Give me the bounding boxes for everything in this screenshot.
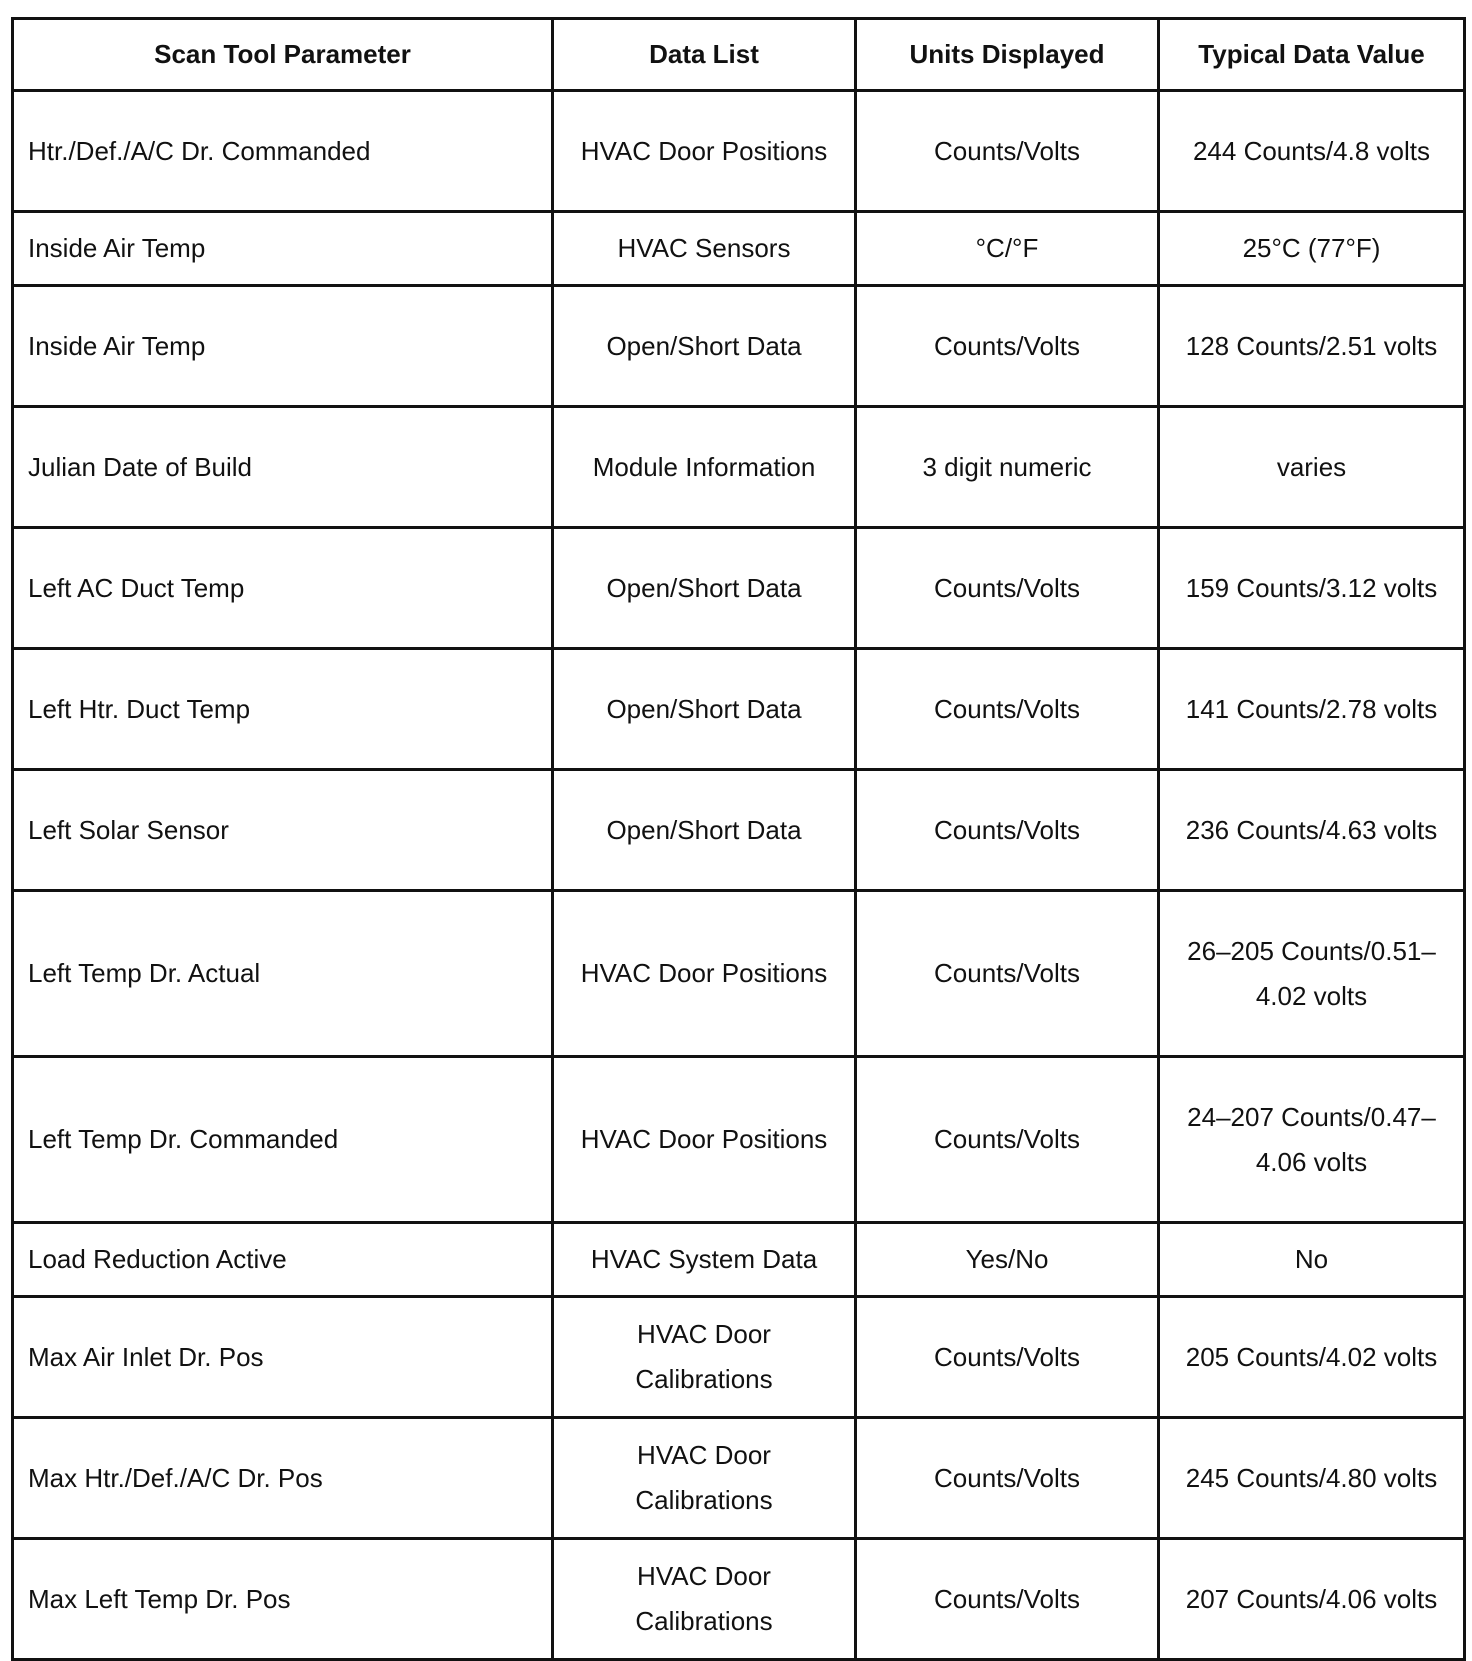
header-units-displayed: Units Displayed xyxy=(856,19,1159,91)
cell-typical-value: 207 Counts/4.06 volts xyxy=(1159,1539,1465,1660)
cell-parameter: Htr./Def./A/C Dr. Commanded xyxy=(13,91,553,212)
cell-parameter: Load Reduction Active xyxy=(13,1223,553,1297)
cell-parameter: Left Htr. Duct Temp xyxy=(13,649,553,770)
cell-units: Counts/Volts xyxy=(856,528,1159,649)
cell-parameter: Left AC Duct Temp xyxy=(13,528,553,649)
cell-typical-value: 236 Counts/4.63 volts xyxy=(1159,770,1465,891)
header-data-list: Data List xyxy=(553,19,856,91)
cell-typical-value: 128 Counts/2.51 volts xyxy=(1159,286,1465,407)
cell-typical-value: 26–205 Counts/0.51–4.02 volts xyxy=(1159,891,1465,1057)
cell-data-list: Open/Short Data xyxy=(553,649,856,770)
cell-parameter: Julian Date of Build xyxy=(13,407,553,528)
cell-data-list: HVAC Door Calibrations xyxy=(553,1539,856,1660)
cell-data-list: HVAC Door Positions xyxy=(553,1057,856,1223)
table-header-row xyxy=(13,19,1465,91)
cell-typical-value: 244 Counts/4.8 volts xyxy=(1159,91,1465,212)
table-row xyxy=(13,891,1465,1057)
cell-parameter: Max Air Inlet Dr. Pos xyxy=(13,1297,553,1418)
cell-units: Counts/Volts xyxy=(856,1418,1159,1539)
table-row xyxy=(13,1297,1465,1418)
cell-units: Counts/Volts xyxy=(856,1297,1159,1418)
cell-typical-value: varies xyxy=(1159,407,1465,528)
cell-typical-value: 25°C (77°F) xyxy=(1159,212,1465,286)
table-row xyxy=(13,286,1465,407)
table-row xyxy=(13,1057,1465,1223)
cell-parameter: Max Left Temp Dr. Pos xyxy=(13,1539,553,1660)
cell-parameter: Left Temp Dr. Actual xyxy=(13,891,553,1057)
cell-data-list: HVAC Sensors xyxy=(553,212,856,286)
cell-data-list: Open/Short Data xyxy=(553,286,856,407)
cell-units: Yes/No xyxy=(856,1223,1159,1297)
cell-data-list: HVAC Door Positions xyxy=(553,891,856,1057)
table-row xyxy=(13,528,1465,649)
cell-typical-value: 24–207 Counts/0.47–4.06 volts xyxy=(1159,1057,1465,1223)
cell-data-list: Open/Short Data xyxy=(553,770,856,891)
cell-data-list: Open/Short Data xyxy=(553,528,856,649)
table-row xyxy=(13,1418,1465,1539)
table-row xyxy=(13,407,1465,528)
table-row xyxy=(13,91,1465,212)
cell-typical-value: 159 Counts/3.12 volts xyxy=(1159,528,1465,649)
cell-parameter: Inside Air Temp xyxy=(13,286,553,407)
cell-units: Counts/Volts xyxy=(856,286,1159,407)
cell-data-list: HVAC System Data xyxy=(553,1223,856,1297)
table-row xyxy=(13,212,1465,286)
table-row xyxy=(13,649,1465,770)
cell-units: Counts/Volts xyxy=(856,770,1159,891)
cell-data-list: Module Information xyxy=(553,407,856,528)
cell-parameter: Left Solar Sensor xyxy=(13,770,553,891)
table-row xyxy=(13,770,1465,891)
scan-tool-data-table xyxy=(11,17,1466,1661)
cell-units: 3 digit numeric xyxy=(856,407,1159,528)
cell-data-list: HVAC Door Calibrations xyxy=(553,1297,856,1418)
cell-typical-value: 141 Counts/2.78 volts xyxy=(1159,649,1465,770)
cell-parameter: Inside Air Temp xyxy=(13,212,553,286)
cell-parameter: Left Temp Dr. Commanded xyxy=(13,1057,553,1223)
scan-tool-data-table-container xyxy=(11,17,1463,1661)
cell-data-list: HVAC Door Positions xyxy=(553,91,856,212)
cell-units: Counts/Volts xyxy=(856,891,1159,1057)
cell-units: Counts/Volts xyxy=(856,91,1159,212)
cell-units: Counts/Volts xyxy=(856,1539,1159,1660)
cell-parameter: Max Htr./Def./A/C Dr. Pos xyxy=(13,1418,553,1539)
cell-typical-value: 245 Counts/4.80 volts xyxy=(1159,1418,1465,1539)
header-typical-data-value: Typical Data Value xyxy=(1159,19,1465,91)
cell-units: °C/°F xyxy=(856,212,1159,286)
cell-units: Counts/Volts xyxy=(856,1057,1159,1223)
cell-typical-value: 205 Counts/4.02 volts xyxy=(1159,1297,1465,1418)
table-row xyxy=(13,1539,1465,1660)
cell-typical-value: No xyxy=(1159,1223,1465,1297)
table-row xyxy=(13,1223,1465,1297)
cell-units: Counts/Volts xyxy=(856,649,1159,770)
cell-data-list: HVAC Door Calibrations xyxy=(553,1418,856,1539)
header-scan-tool-parameter: Scan Tool Parameter xyxy=(13,19,553,91)
